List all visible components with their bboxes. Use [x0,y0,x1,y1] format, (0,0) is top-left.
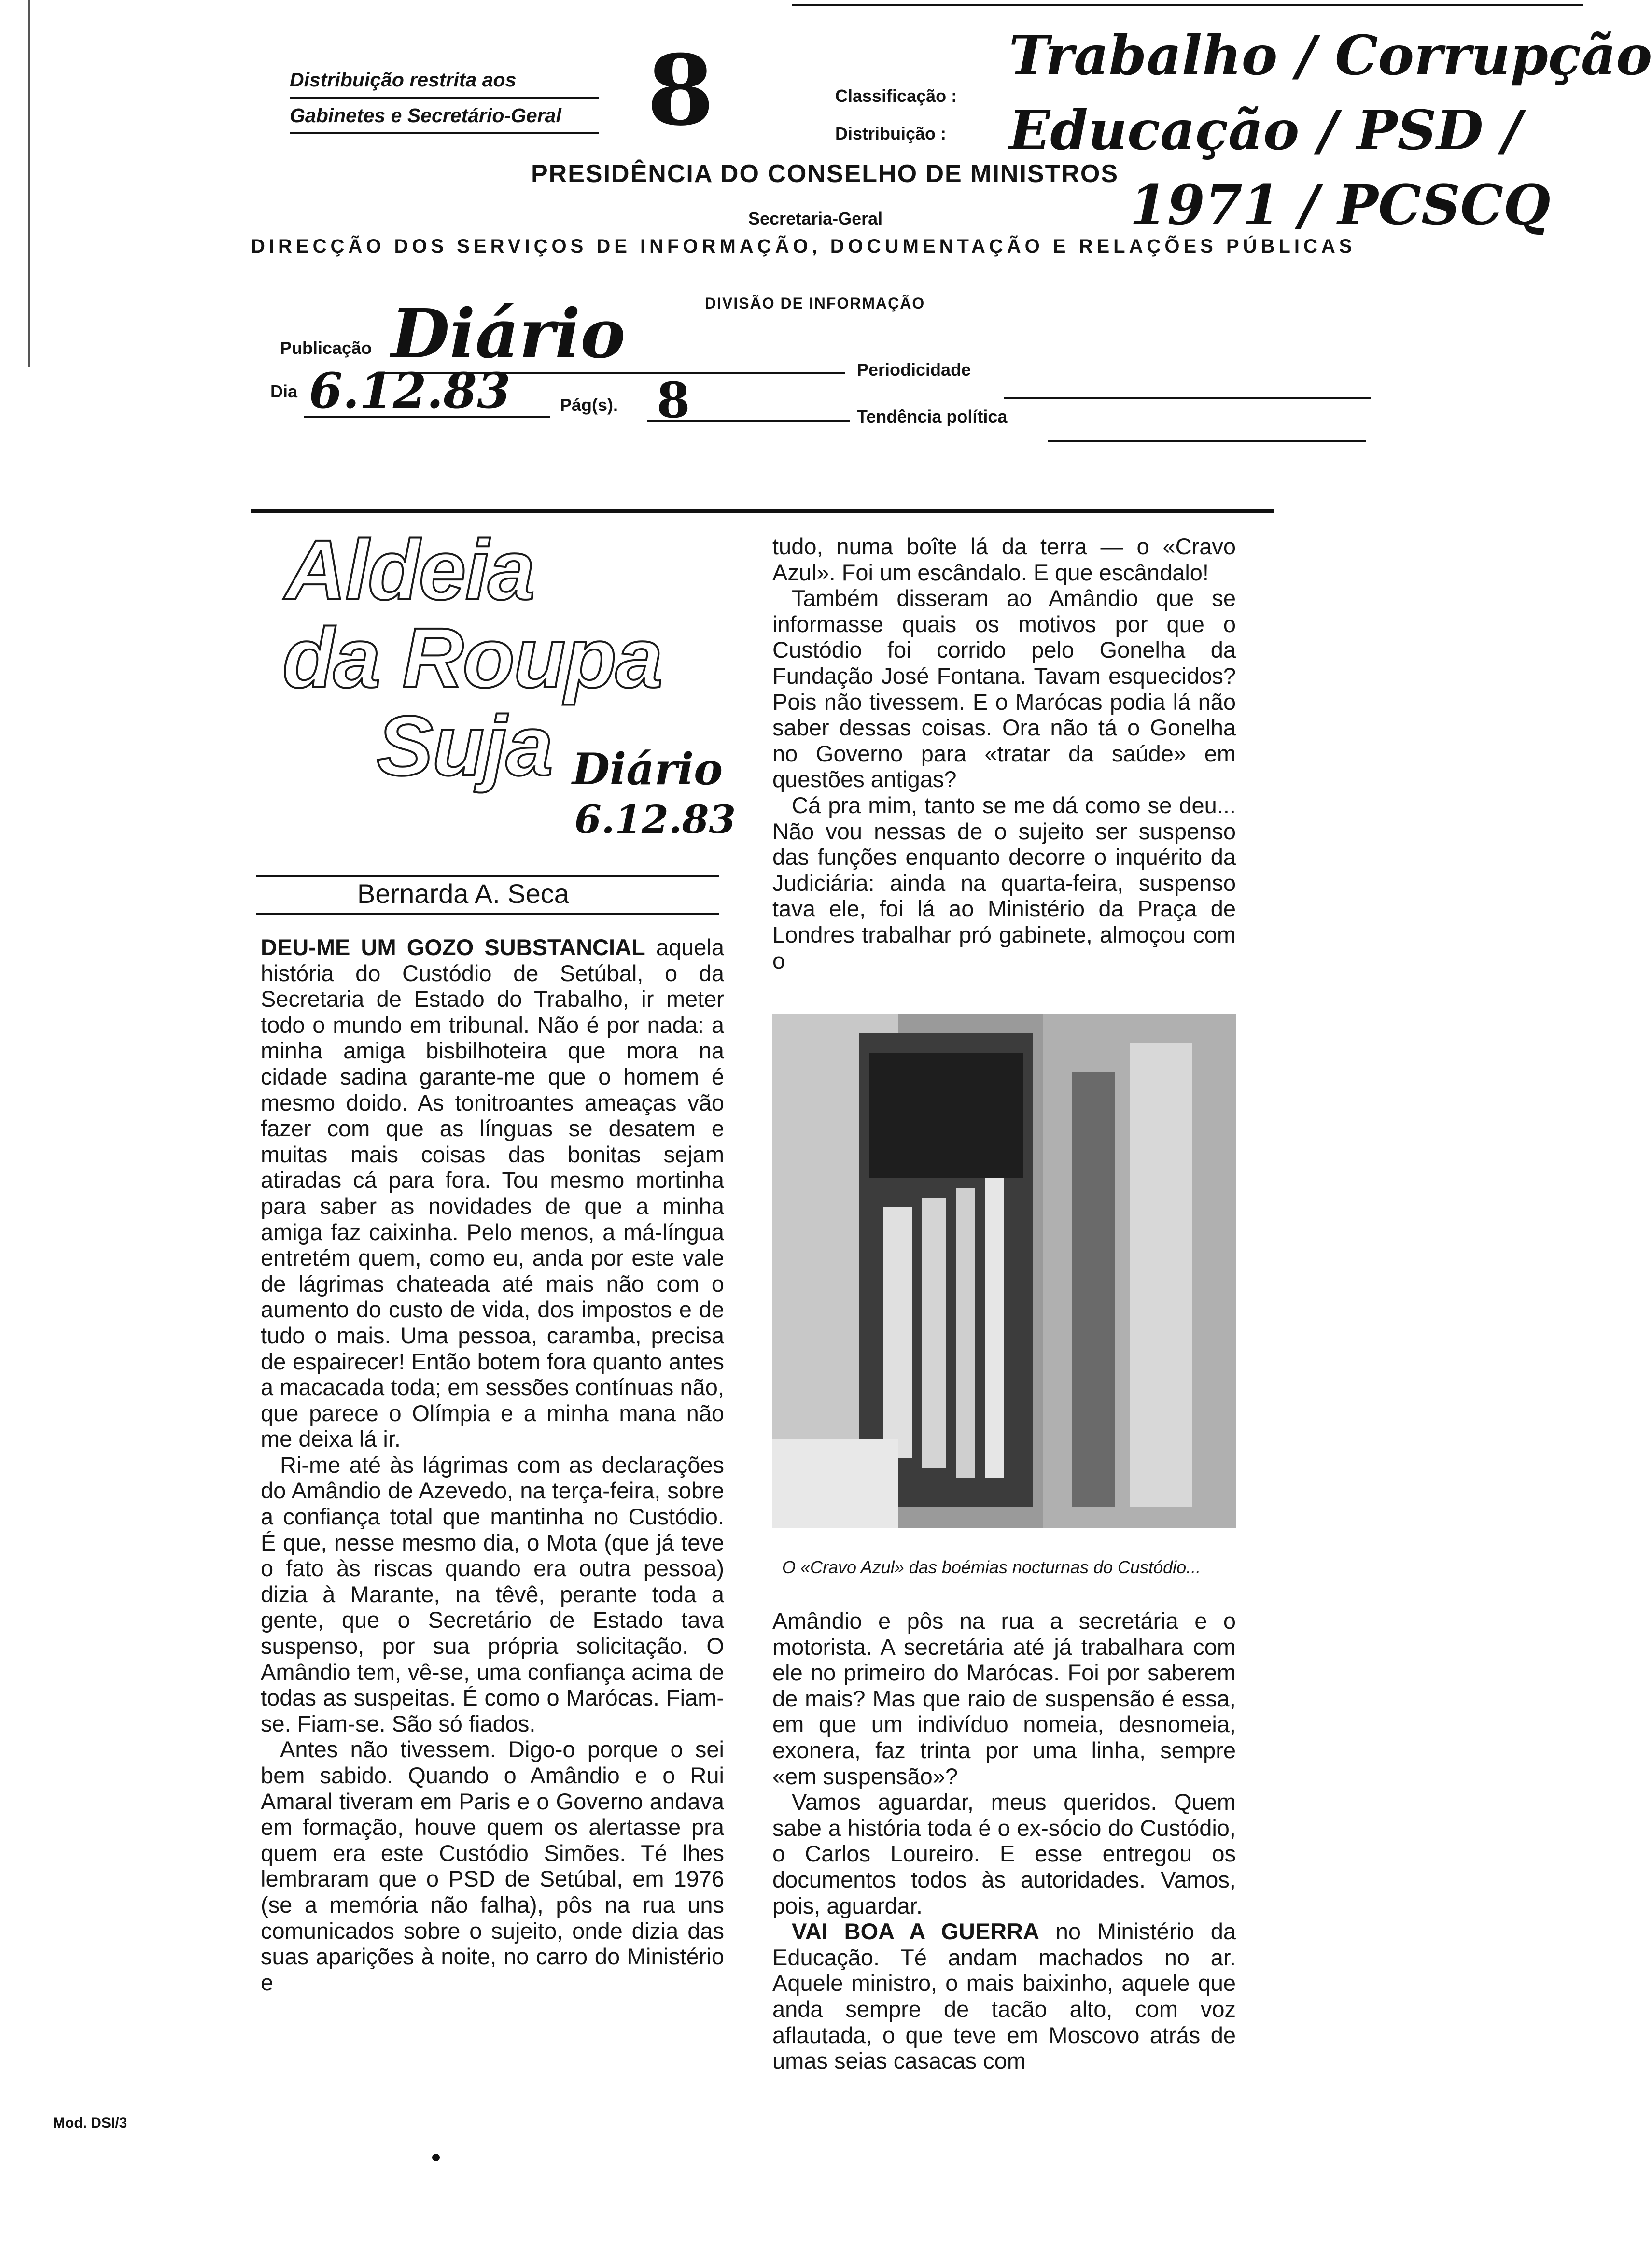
directorate-title: DIRECÇÃO DOS SERVIÇOS DE INFORMAÇÃO, DOCUMENTAÇÃO E RELAÇÕES PÚBLICAS [251,236,1356,257]
article-column-left [261,934,724,1995]
page-dot [432,2154,440,2161]
ministry-title: PRESIDÊNCIA DO CONSELHO DE MINISTROS [531,160,1119,188]
photo-caption: O «Cravo Azul» das boémias nocturnas do Custódio... [782,1557,1201,1577]
article-paragraph-7: Amândio e pôs na rua a secretária e o motorista. A secretária até já trabalhara com ele no primeiro do Marócas. Foi por saberem de mais? Mas que raio de suspensão é essa, em que um indivíduo nomeia, desnomeia, exonera, faz trinta por uma linha, sempre «em suspensão»? [772,1608,1236,1789]
pages-line [647,420,850,422]
article-paragraph-3: Antes não tivessem. Digo-o porque o sei bem sabido. Quando o Amândio e o Rui Amaral tiveram em Paris e o Governo andava em formação, houve quem os alertasse pra quem era este Custódio Simões. Té lhes lembraram que o PSD de Setúbal, em 1976 (se a memória não falha), pôs na rua uns comunicados sobre o sujeito, onde dizia das suas aparições à noite, no carro do Ministério e [261,1736,724,1995]
article-paragraph-2: Ri-me até às lágrimas com as declarações do Amândio de Azevedo, na terça-feira, sobre a confiança total que mantinha no Custódio. É que, nesse mesmo dia, o Mota (que já teve o fato às riscas quando era outra pessoa) dizia à Marante, na têvê, perante toda a gente, que o Secretário de Estado tava suspenso, por sua própria solicitação. O Amândio tem, vê-se, uma confiança acima de todas as suspeitas. É como o Marócas. Fiam-se. Fiam-se. São só fiados. [261,1452,724,1736]
handwritten-day: 6.12.83 [309,362,511,419]
byline: Bernarda A. Seca [357,878,569,909]
article-paragraph-1: DEU-ME UM GOZO SUBSTANCIAL aquela história do Custódio de Setúbal, o da Secretaria de Estado do Trabalho, ir meter todo o mundo em tribunal. Não é por nada: a minha amiga bisbilhoteira que mora na cidade sadina garante-me que o homem é mesmo doido. As tonitroantes ameaças vão fazer com que as línguas se desatem e muitas mais coisas das bonitas sejam atiradas cá para fora. Tou mesmo mortinha para saber as novidades de que a minha amiga faz caixinha. Pelo menos, a má-língua entretém quem, como eu, anda por este vale de lágrimas chateada até mais não com o aumento do custo de vida, dos impostos e de tudo o mais. Uma pessoa, caramba, precisa de espairecer! Então botem fora quanto antes a macacada toda; em sessões contínuas não, que parece o Olímpia e a minha mana não me deixa lá ir. [261,934,725,1452]
headline-line-3: Suja [377,699,552,793]
restricted-line-2: Gabinetes e Secretário-Geral [290,99,599,134]
tendency-line [1048,440,1366,442]
article-paragraph-6: Cá pra mim, tanto se me dá como se deu... Não vou nessas de o sujeito ser suspenso das funções enquanto decorre o inquérito da Judiciária: ainda na quarta-feira, suspenso tava ele, foi lá ao Ministério da Praça de Londres trabalhar pró gabinete, almoçou com o [772,792,1236,973]
photo-building-graphic [772,1014,1236,1528]
tendency-label: Tendência política [857,407,1008,426]
distribution-label: Distribuição : [835,124,947,143]
article-paragraph-4: tudo, numa boîte lá da terra — o «Cravo Azul». Foi um escândalo. E que escândalo! [772,534,1236,585]
form-code: Mod. DSI/3 [53,2115,127,2131]
top-border-line [792,4,1583,6]
section-bold: VAI BOA A GUERRA [792,1918,1040,1945]
handwritten-mark: 8 [647,34,714,147]
handwritten-margin-note-1: Diário [572,744,723,795]
publication-label: Publicação [280,338,372,358]
periodicity-line [1004,397,1371,399]
handwritten-margin-note-2: 6.12.83 [574,797,736,842]
handwritten-classification-1: Trabalho / Corrupção [1009,24,1652,87]
day-line [304,416,550,418]
article-paragraph-5: Também disseram ao Amândio que se informasse quais os motivos por que o Custódio foi corrido pelo Gonelha da Fundação José Fontana. Tavam esquecidos? Pois não tivessem. E o Marócas podia lá não saber dessas coisas. Ora não tá o Gonelha no Governo para «tratar da saúde» em questões antigas? [772,585,1236,792]
article-paragraph-8: Vamos aguardar, meus queridos. Quem sabe a história toda é o ex-sócio do Custódio, o Carlos Loureiro. E esse entregou os documentos todos às autoridades. Vamos, pois, aguardar. [772,1789,1236,1918]
left-edge-line [28,0,30,367]
article-photo [772,1014,1236,1528]
lead-bold: DEU-ME UM GOZO SUBSTANCIAL [261,934,645,960]
handwritten-classification-2: Educação / PSD / [1009,99,1522,162]
handwritten-classification-3: 1971 / PCSCQ [1130,174,1551,237]
article-paragraph-9: VAI BOA A GUERRA no Ministério da Educação. Té andam machados no ar. Aquele ministro, o mais baixinho, aquele que anda sempre de tacão alto, com voz aflautada, o que teve em Moscovo atrás de umas seias casacas com [772,1918,1236,2074]
day-label: Dia [270,381,298,401]
article-column-right-top [772,534,1236,973]
clipping-top-rule [251,509,1274,513]
restricted-line-1: Distribuição restrita aos [290,63,599,99]
secretariat-label: Secretaria-Geral [748,209,883,228]
headline-line-2: da Roupa [282,611,662,705]
byline-top-rule [256,875,719,877]
headline-line-1: Aldeia [285,523,534,618]
article-column-right-bottom [772,1608,1236,2074]
classification-label: Classificação : [835,86,957,106]
restricted-distribution-note [290,63,599,134]
periodicity-label: Periodicidade [857,360,971,380]
handwritten-pages: 8 [657,372,690,429]
pages-label: Pág(s). [560,395,618,415]
byline-bottom-rule [256,913,719,915]
handwritten-publication: Diário [391,295,626,374]
division-label: DIVISÃO DE INFORMAÇÃO [705,295,925,312]
